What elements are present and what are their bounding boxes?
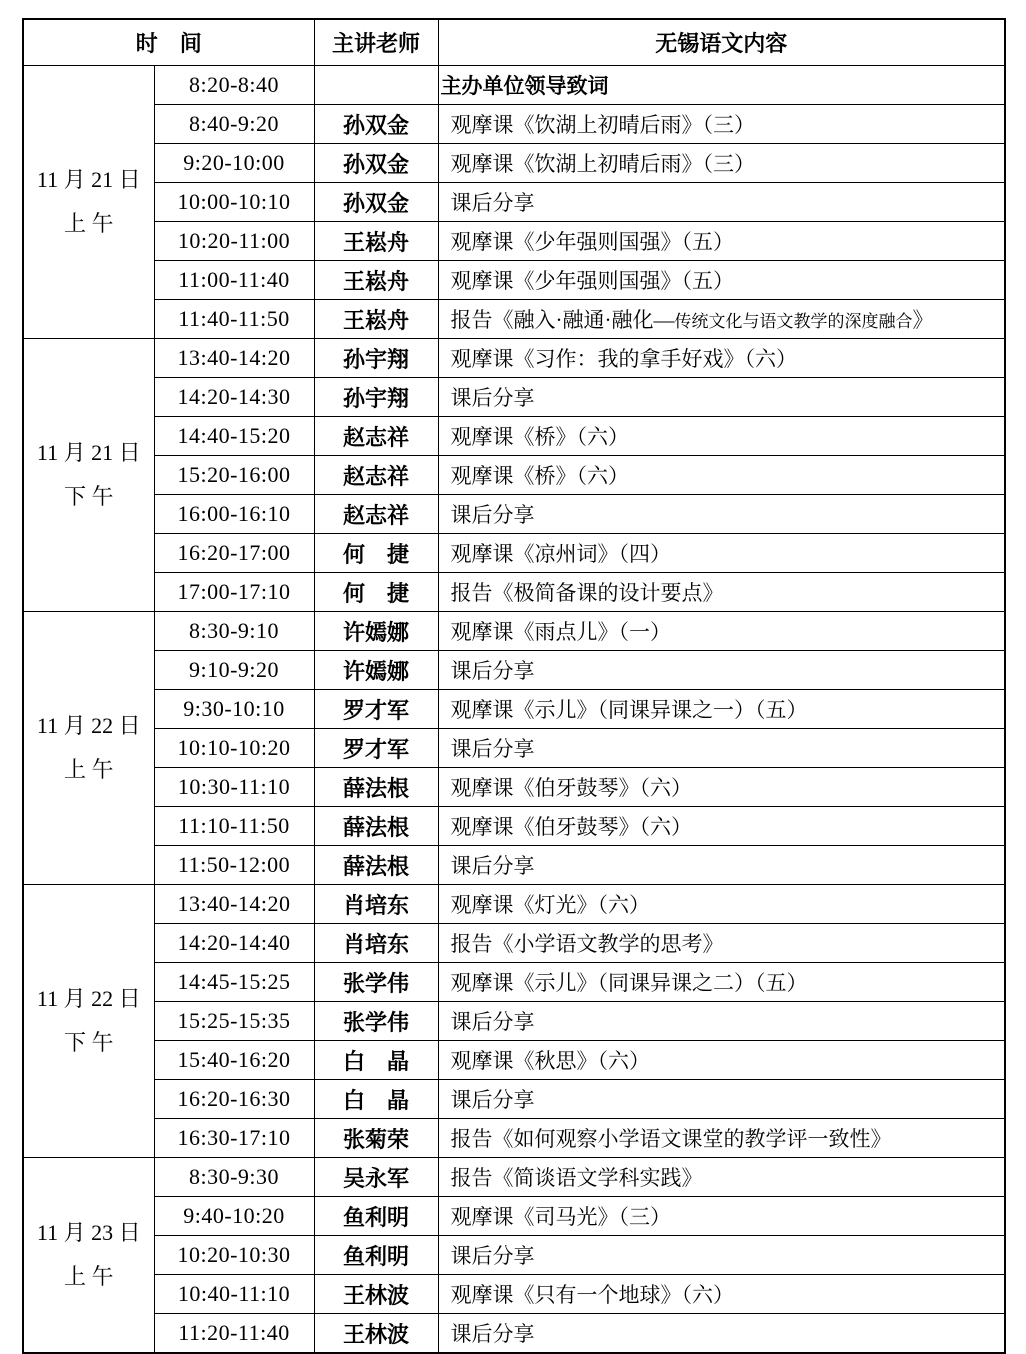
teacher-cell: 赵志祥 [314, 456, 438, 495]
time-cell: 10:00-10:10 [154, 183, 314, 222]
content-text: 》 [912, 308, 934, 332]
time-cell: 13:40-14:20 [154, 339, 314, 378]
table-row [23, 378, 1005, 417]
time-cell: 8:40-9:20 [154, 105, 314, 144]
time-cell: 15:40-16:20 [154, 1041, 314, 1080]
schedule-table-body [23, 66, 1005, 1354]
content-cell: 报告《小学语文教学的思考》 [438, 924, 1005, 963]
time-cell: 14:40-15:20 [154, 417, 314, 456]
teacher-cell: 肖培东 [314, 924, 438, 963]
content-cell: 课后分享 [438, 651, 1005, 690]
content-cell: 报告《极简备课的设计要点》 [438, 573, 1005, 612]
content-cell: 课后分享 [438, 183, 1005, 222]
header-content: 无锡语文内容 [438, 19, 1005, 66]
content-cell: 观摩课《灯光》（六） [438, 885, 1005, 924]
table-row [23, 924, 1005, 963]
teacher-cell: 赵志祥 [314, 417, 438, 456]
content-cell [438, 300, 1005, 339]
teacher-cell: 许嫣娜 [314, 651, 438, 690]
teacher-cell: 白 晶 [314, 1041, 438, 1080]
time-cell: 11:20-11:40 [154, 1314, 314, 1354]
time-cell: 16:00-16:10 [154, 495, 314, 534]
teacher-cell: 薛法根 [314, 846, 438, 885]
teacher-cell: 薛法根 [314, 807, 438, 846]
table-row [23, 1275, 1005, 1314]
schedule-table [22, 18, 1006, 1354]
time-cell: 10:30-11:10 [154, 768, 314, 807]
time-cell: 14:45-15:25 [154, 963, 314, 1002]
time-cell: 10:20-11:00 [154, 222, 314, 261]
table-row [23, 1158, 1005, 1197]
time-cell: 8:30-9:30 [154, 1158, 314, 1197]
content-cell: 观摩课《桥》（六） [438, 456, 1005, 495]
date-cell [23, 612, 154, 885]
teacher-cell: 鱼利明 [314, 1197, 438, 1236]
table-row [23, 1119, 1005, 1158]
table-row [23, 885, 1005, 924]
content-cell: 主办单位领导致词 [438, 66, 1005, 105]
session-label: 下 午 [63, 1030, 114, 1055]
content-cell: 课后分享 [438, 495, 1005, 534]
time-cell: 9:10-9:20 [154, 651, 314, 690]
teacher-cell: 何 捷 [314, 534, 438, 573]
content-cell: 观摩课《司马光》（三） [438, 1197, 1005, 1236]
table-row [23, 846, 1005, 885]
content-cell: 课后分享 [438, 1080, 1005, 1119]
teacher-cell: 王崧舟 [314, 222, 438, 261]
table-row [23, 183, 1005, 222]
teacher-cell: 赵志祥 [314, 495, 438, 534]
content-cell: 观摩课《伯牙鼓琴》（六） [438, 807, 1005, 846]
content-cell: 观摩课《凉州词》（四） [438, 534, 1005, 573]
teacher-cell: 薛法根 [314, 768, 438, 807]
content-text-small: 传统文化与语文教学的深度融合 [674, 312, 913, 331]
content-cell: 观摩课《习作：我的拿手好戏》（六） [438, 339, 1005, 378]
header-teacher: 主讲老师 [314, 19, 438, 66]
teacher-cell: 吴永军 [314, 1158, 438, 1197]
table-row [23, 1002, 1005, 1041]
teacher-cell: 孙双金 [314, 105, 438, 144]
content-cell: 观摩课《饮湖上初晴后雨》（三） [438, 144, 1005, 183]
time-cell: 11:50-12:00 [154, 846, 314, 885]
teacher-cell: 王崧舟 [314, 300, 438, 339]
teacher-cell: 罗才军 [314, 690, 438, 729]
date-label: 11 月 21 日 [36, 440, 141, 465]
teacher-cell: 许嫣娜 [314, 612, 438, 651]
content-cell: 课后分享 [438, 1002, 1005, 1041]
content-cell: 观摩课《少年强则国强》（五） [438, 261, 1005, 300]
table-row [23, 1041, 1005, 1080]
content-cell: 观摩课《示儿》（同课异课之二）（五） [438, 963, 1005, 1002]
content-cell: 观摩课《饮湖上初晴后雨》（三） [438, 105, 1005, 144]
time-cell: 9:30-10:10 [154, 690, 314, 729]
teacher-cell: 张学伟 [314, 1002, 438, 1041]
teacher-cell: 张学伟 [314, 963, 438, 1002]
time-cell: 10:10-10:20 [154, 729, 314, 768]
teacher-cell: 孙双金 [314, 144, 438, 183]
content-cell: 课后分享 [438, 846, 1005, 885]
table-row [23, 261, 1005, 300]
date-cell [23, 1158, 154, 1354]
table-row [23, 729, 1005, 768]
table-row [23, 339, 1005, 378]
table-row [23, 66, 1005, 105]
time-cell: 11:40-11:50 [154, 300, 314, 339]
content-cell: 观摩课《少年强则国强》（五） [438, 222, 1005, 261]
table-row [23, 1314, 1005, 1354]
table-row [23, 534, 1005, 573]
teacher-cell: 罗才军 [314, 729, 438, 768]
content-cell: 报告《简谈语文学科实践》 [438, 1158, 1005, 1197]
content-cell: 报告《如何观察小学语文课堂的教学评一致性》 [438, 1119, 1005, 1158]
time-cell: 14:20-14:40 [154, 924, 314, 963]
date-label: 11 月 23 日 [36, 1220, 141, 1245]
time-cell: 15:20-16:00 [154, 456, 314, 495]
content-cell: 观摩课《秋思》（六） [438, 1041, 1005, 1080]
table-row [23, 1197, 1005, 1236]
time-cell: 11:00-11:40 [154, 261, 314, 300]
table-row [23, 456, 1005, 495]
date-label: 11 月 22 日 [36, 713, 141, 738]
content-text: 报告《融入·融通·融化— [450, 308, 675, 332]
date-cell [23, 885, 154, 1158]
header-time: 时 间 [23, 19, 314, 66]
teacher-cell: 王林波 [314, 1275, 438, 1314]
time-cell: 9:20-10:00 [154, 144, 314, 183]
session-label: 下 午 [63, 484, 114, 509]
time-cell: 14:20-14:30 [154, 378, 314, 417]
teacher-cell: 何 捷 [314, 573, 438, 612]
time-cell: 8:20-8:40 [154, 66, 314, 105]
content-cell: 观摩课《只有一个地球》（六） [438, 1275, 1005, 1314]
table-row [23, 495, 1005, 534]
table-row [23, 105, 1005, 144]
schedule-table-header [23, 19, 1005, 66]
table-row [23, 300, 1005, 339]
session-label: 上 午 [63, 1264, 114, 1289]
time-cell: 16:30-17:10 [154, 1119, 314, 1158]
teacher-cell: 白 晶 [314, 1080, 438, 1119]
table-row [23, 417, 1005, 456]
teacher-cell: 鱼利明 [314, 1236, 438, 1275]
time-cell: 11:10-11:50 [154, 807, 314, 846]
table-row [23, 144, 1005, 183]
table-row [23, 768, 1005, 807]
teacher-cell: 王崧舟 [314, 261, 438, 300]
table-row [23, 690, 1005, 729]
content-cell: 观摩课《雨点儿》（一） [438, 612, 1005, 651]
time-cell: 15:25-15:35 [154, 1002, 314, 1041]
teacher-cell: 张菊荣 [314, 1119, 438, 1158]
content-cell: 观摩课《伯牙鼓琴》（六） [438, 768, 1005, 807]
time-cell: 10:40-11:10 [154, 1275, 314, 1314]
teacher-cell: 孙宇翔 [314, 378, 438, 417]
table-row [23, 651, 1005, 690]
session-label: 上 午 [63, 757, 114, 782]
teacher-cell: 王林波 [314, 1314, 438, 1354]
table-row [23, 1236, 1005, 1275]
date-cell [23, 66, 154, 339]
content-cell: 课后分享 [438, 729, 1005, 768]
session-label: 上 午 [63, 211, 114, 236]
teacher-cell: 孙双金 [314, 183, 438, 222]
date-label: 11 月 21 日 [36, 167, 141, 192]
table-row [23, 807, 1005, 846]
date-cell [23, 339, 154, 612]
table-row [23, 963, 1005, 1002]
table-row [23, 222, 1005, 261]
content-cell: 观摩课《示儿》（同课异课之一）（五） [438, 690, 1005, 729]
table-row [23, 612, 1005, 651]
time-cell: 8:30-9:10 [154, 612, 314, 651]
time-cell: 16:20-16:30 [154, 1080, 314, 1119]
content-cell: 课后分享 [438, 1236, 1005, 1275]
time-cell: 17:00-17:10 [154, 573, 314, 612]
table-row [23, 1080, 1005, 1119]
time-cell: 13:40-14:20 [154, 885, 314, 924]
time-cell: 10:20-10:30 [154, 1236, 314, 1275]
teacher-cell [314, 66, 438, 105]
time-cell: 16:20-17:00 [154, 534, 314, 573]
content-cell: 观摩课《桥》（六） [438, 417, 1005, 456]
date-label: 11 月 22 日 [36, 986, 141, 1011]
teacher-cell: 孙宇翔 [314, 339, 438, 378]
content-cell: 课后分享 [438, 378, 1005, 417]
teacher-cell: 肖培东 [314, 885, 438, 924]
table-row [23, 573, 1005, 612]
content-cell: 课后分享 [438, 1314, 1005, 1354]
time-cell: 9:40-10:20 [154, 1197, 314, 1236]
header-row [23, 19, 1005, 66]
